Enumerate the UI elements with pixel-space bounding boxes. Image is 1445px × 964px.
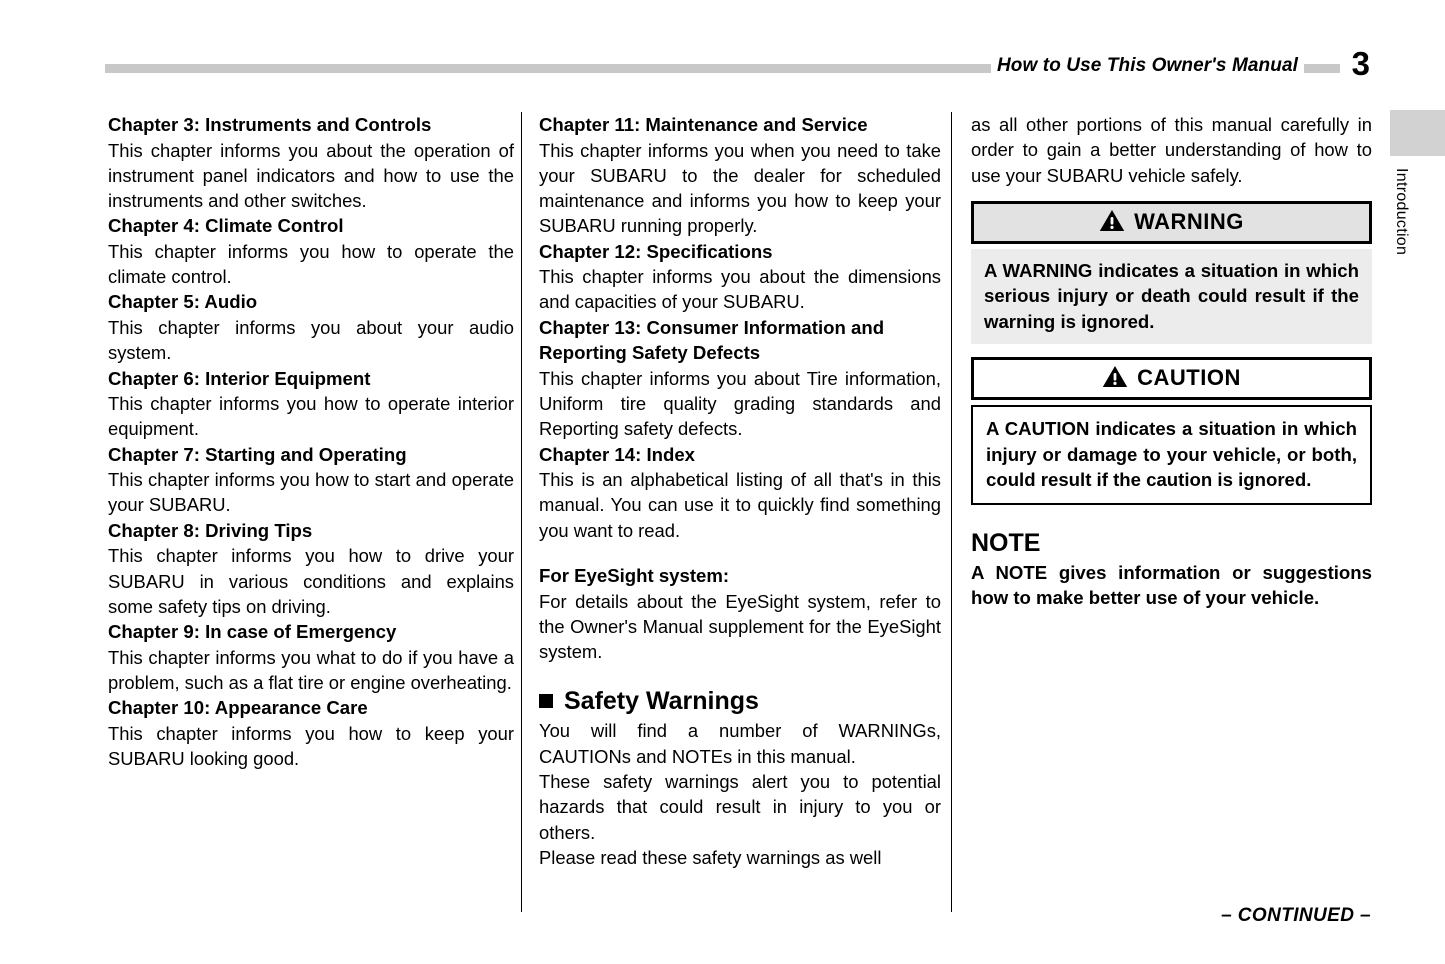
page-number: 3 xyxy=(1351,45,1370,82)
safety-warnings-paragraph: These safety warnings alert you to potential hazards that could result in injury to you or others. xyxy=(539,771,941,843)
warning-callout-body: A WARNING indicates a situation in which serious injury or death could result if the warning is ignored. xyxy=(971,249,1372,345)
caution-callout-body: A CAUTION indicates a situation in which injury or damage to your vehicle, or both, could result if the caution is ignored. xyxy=(971,405,1372,505)
caution-callout-label: CAUTION xyxy=(1137,365,1241,391)
chapter-heading: Chapter 8: Driving Tips xyxy=(108,519,313,541)
chapter-description: This chapter informs you what to do if you have a problem, such as a flat tire or engine overheating. xyxy=(108,646,514,693)
caution-callout-box xyxy=(971,357,1372,505)
warning-callout-label: WARNING xyxy=(1134,208,1244,234)
chapter-heading: Chapter 6: Interior Equipment xyxy=(108,367,371,389)
warning-triangle-icon xyxy=(1102,365,1128,388)
content-column-1 xyxy=(108,112,514,771)
chapter-description: This is an alphabetical listing of all that's in this manual. You can use it to quickly find something you want to read. xyxy=(539,469,941,541)
continuation-paragraph: as all other portions of this manual carefully in order to gain a better understanding of how to use your SUBARU vehicle safely. xyxy=(971,114,1372,186)
caution-callout-header xyxy=(971,357,1372,400)
side-tab-label: Introduction xyxy=(1393,168,1410,256)
column-divider-1 xyxy=(521,112,522,912)
safety-warnings-paragraph: You will find a number of WARNINGs, CAUTIONs and NOTEs in this manual. xyxy=(539,720,941,767)
safety-warnings-heading-label: Safety Warnings xyxy=(564,687,759,716)
page-title: How to Use This Owner's Manual xyxy=(991,52,1304,80)
side-tab-marker xyxy=(1390,110,1445,156)
chapter-heading: Chapter 4: Climate Control xyxy=(108,215,344,237)
footer-continued: – CONTINUED – xyxy=(1221,905,1371,926)
chapter-heading: Chapter 14: Index xyxy=(539,443,696,465)
chapter-heading: Chapter 7: Starting and Operating xyxy=(108,443,407,465)
chapter-description: This chapter informs you how to start and operate your SUBARU. xyxy=(108,469,514,516)
chapter-description: This chapter informs you how to drive your SUBARU in various conditions and explains some safety tips on driving. xyxy=(108,545,514,617)
chapter-description: This chapter informs you about the dimensions and capacities of your SUBARU. xyxy=(539,266,941,313)
chapter-description: This chapter informs you how to operate interior equipment. xyxy=(108,393,514,440)
chapter-description: This chapter informs you about your audio system. xyxy=(108,316,514,364)
chapter-heading: Chapter 11: Maintenance and Service xyxy=(539,114,868,135)
chapter-heading: Chapter 3: Instruments and Controls xyxy=(108,114,432,135)
page-header xyxy=(105,45,1370,86)
note-title: NOTE xyxy=(971,528,1041,557)
chapter-heading: Chapter 13: Consumer Information and Reporting Safety Defects xyxy=(539,316,885,364)
eyesight-heading: For EyeSight system: xyxy=(539,565,730,587)
safety-warnings-paragraph: Please read these safety warnings as well xyxy=(539,846,882,868)
chapter-heading: Chapter 9: In case of Emergency xyxy=(108,621,397,643)
eyesight-description: For details about the EyeSight system, refer to the Owner's Manual supplement for the EyeSight system. xyxy=(539,590,941,663)
section-spacer xyxy=(539,664,941,684)
warning-callout-box xyxy=(971,201,1372,345)
section-spacer xyxy=(539,543,941,563)
chapter-description: This chapter informs you when you need to take your SUBARU to the dealer for scheduled maintenance and informs you how to keep your SUBARU running properly. xyxy=(539,139,941,237)
chapter-heading: Chapter 5: Audio xyxy=(108,291,258,313)
chapter-description: This chapter informs you how to operate the climate control. xyxy=(108,240,514,288)
content-column-3 xyxy=(971,112,1372,611)
chapter-description: This chapter informs you how to keep your SUBARU looking good. xyxy=(108,722,514,770)
warning-triangle-icon xyxy=(1099,209,1125,232)
chapter-heading: Chapter 10: Appearance Care xyxy=(108,697,368,719)
black-square-bullet-icon xyxy=(539,694,553,708)
warning-callout-header xyxy=(971,201,1372,244)
note-body: A NOTE gives information or suggestions how to make better use of your vehicle. xyxy=(971,561,1372,609)
chapter-description: This chapter informs you about Tire information, Uniform tire quality grading standards and Reporting safety defects. xyxy=(539,367,941,440)
chapter-description: This chapter informs you about the operation of instrument panel indicators and how to use the instruments and other switches. xyxy=(108,139,514,212)
column-divider-2 xyxy=(951,112,952,912)
content-column-2 xyxy=(539,112,941,870)
safety-warnings-heading xyxy=(539,684,941,718)
chapter-heading: Chapter 12: Specifications xyxy=(539,240,773,262)
